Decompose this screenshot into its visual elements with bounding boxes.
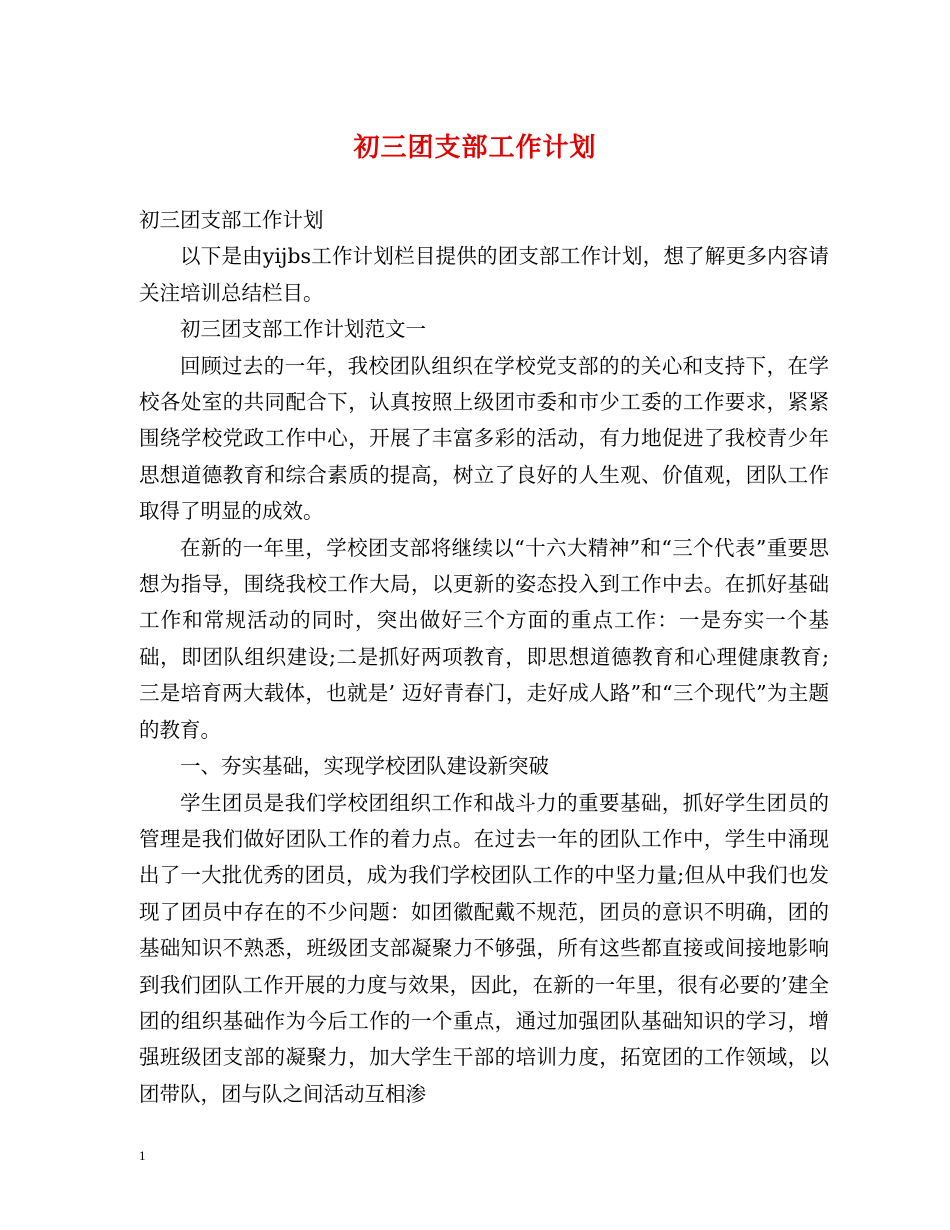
paragraph: 在新的一年里，学校团支部将继续以“十六大精神”和“三个代表”重要思想为指导，围绕我校工作大局，以更新的姿态投入到工作中去。在抓好基础工作和常规活动的同时，突出做好三个方面的重点工作：一是夯实一个基础，即团队组织建设;二是抓好两项教育，即思想道德教育和心理健康教育;三是培育两大载体，也就是’ 迈好青春门，走好成人路”和“三个现代”为主题的教育。 bbox=[139, 535, 829, 742]
document-title: 初三团支部工作计划 bbox=[353, 133, 597, 163]
document-body bbox=[139, 202, 829, 1112]
paragraph: 初三团支部工作计划 bbox=[139, 208, 324, 232]
paragraph: 回顾过去的一年，我校团队组织在学校党支部的的关心和支持下，在学校各处室的共同配合下，认真按照上级团市委和市少工委的工作要求，紧紧围绕学校党政工作中心，开展了丰富多彩的活动，有力地促进了我校青少年思想道德教育和综合素质的提高，树立了良好的人生观、价值观，团队工作取得了明显的成效。 bbox=[139, 353, 829, 524]
paragraph: 以下是由yijbs工作计划栏目提供的团支部工作计划，想了解更多内容请关注培训总结栏目。 bbox=[139, 244, 829, 305]
page-number: 1 bbox=[139, 1148, 146, 1163]
paragraph: 初三团支部工作计划范文一 bbox=[180, 317, 426, 342]
paragraph: 学生团员是我们学校团组织工作和战斗力的重要基础，抓好学生团员的管理是我们做好团队工作的着力点。在过去一年的团队工作中，学生中涌现出了一大批优秀的团员，成为我们学校团队工作的中坚力量;但从中我们也发现了团员中存在的不少问题：如团徽配戴不规范，团员的意识不明确，团的基础知识不熟悉，班级团支部凝聚力不够强，所有这些都直接或间接地影响到我们团队工作开展的力度与效果，因此，在新的一年里，很有必要的’建全团的组织基础作为今后工作的一个重点，通过加强团队基础知识的学习，增强班级团支部的凝聚力，加大学生干部的培训力度，拓宽团的工作领域，以团带队，团与队之间活动互相渗 bbox=[139, 790, 829, 1106]
section-heading: 一、夯实基础，实现学校团队建设新突破 bbox=[180, 754, 549, 779]
